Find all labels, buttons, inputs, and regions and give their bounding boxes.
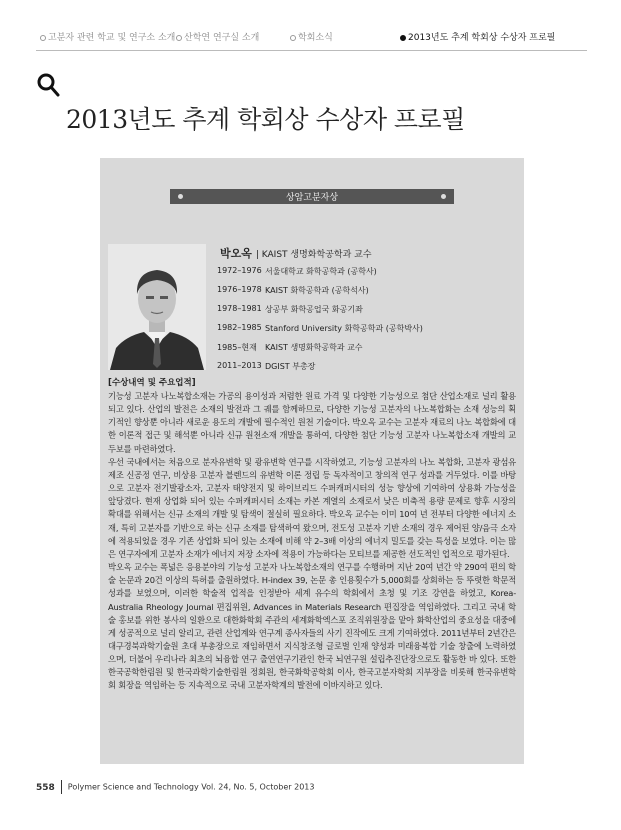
page-number: 558 (36, 782, 55, 793)
profile-name: 박오옥 (220, 247, 252, 260)
section-heading: [수상내역 및 주요업적] (108, 378, 196, 388)
circle-bullet-icon (290, 35, 296, 41)
nav-divider (36, 50, 587, 51)
award-label: 상암고분자상 (285, 193, 339, 203)
page-title: 2013년도 추계 학회상 수상자 프로필 (66, 105, 465, 134)
profile-panel: 상암고분자상 박오옥 | KAIST 생명화학공학과 교수 1972–1976 서울대학교 화학공학과 (공학사) 1976–1978 KAIST 화학공학과 (공학석사) 1978–1981 상공부 화학공업국 화공기좌 1982–1985 Stanford University 화학공학과 (공학박사) 1985–현재 KAIST 생명화학공학과 교수 2011–2013 DGIST 부총장 [수상내역 및 주요업적] 기능성 고분자 나노복합소재는 가공의 용이성과 저렴한 원료 가격 및 다양한 기능성으로 첨단 산업소재로 널리 활용되고 있다. 산업의 발전은 소재의 발전과 그 궤를 함께하므로, 다양한 기능성 고분자의 나노복합화는 소재 성능의 획기적인 향상뿐 아니라 새로운 용도의 개발에 필수적인 원천 기술이다. 박오옥 교수는 고분자 재료의 나노 복합화에 대한 이론적 접근 및 해석뿐 아니라 신규 원천소재 개발을 통하여, 다양한 첨단 기능성 고분자 나노복합소재 개발의 교두보를 마련하였다. 우선 국내에서는 처음으로 분자유변학 및 광유변학 연구를 시작하였고, 기능성 고분자의 나노 복합화, 고분자 광섬유 제조 신공정 연구, 비상용 고분자 블렌드의 유변학 이론 정립 등 독자적이고 창의적 연구 성과를 거두었다. 이를 바탕으로 고분자 전기발광소자, 고분자 태양전지 및 하이브리드 수퍼캐퍼시터의 성능 향상에 기여하여 상용화 가능성을 앞당겼다. 현재 상업화 되어 있는 수퍼캐퍼시터 소재는 카본 계열의 소재로서 낮은 비축적 용량 문제로 향후 시장의 확대를 위해서는 신규 소재의 개발 및 탐색이 절실히 필요하다. 박오옥 교수는 이미 10여 년 전부터 다양한 에너지 소재, 특히 고분자를 기반으로 하는 신규 소재를 탐색하여 왔으며, 전도성 고분자 기반 소재의 경우 제어된 양/음극 소자에 적용되었을 경우 기존 상업화 되어 있는 소재에 비해 약 2–3배 이상의 에너지 밀도를 갖는 특성을 보였다. 이는 많은 연구자에게 고분자 소재가 에너지 저장 소자에 적용이 가능하다는 모티브를 제공한 선도적인 업적으로 평가된다. 박오옥 교수는 폭넓은 응용분야의 기능성 고분자 나노복합소재의 연구를 수행하며 지난 20여 년간 약 290여 편의 학술 논문과 20건 이상의 특허를 출원하였다. H-index 39, 논문 총 인용횟수가 5,000회를 상회하는 등 뚜렷한 학문적 성과를 보였으며, 이러한 학술적 업적을 인정받아 세계 유수의 학회에서 초청 및 기조 강연을 하였고, Korea-Australia Rheology Journal 편집위원, Advances in Materials Research 편집장을 역임하였다. 그리고 국내 학술 홍보를 위한 봉사의 일환으로 대한화학회 주관의 세계화학엑스포 조직위원장을 맡아 화학산업의 중요성을 대중에게 성공적으로 널리 알리고, 관련 산업계와 연구계 종사자들의 사기 진작에도 크게 기여하였다. 2011년부터 2년간은 대구경북과학기술원 초대 부총장으로 재임하면서 지식창조형 글로벌 인재 양성과 미래융복합 기술 창출에 노력하였으며, 더불어 우리나라 최초의 뇌융합 연구 출연연구기관인 한국 뇌연구원 설립추진단장으로도 활동한 바 있다. 또한 한국공학한림원 및 한국과학기술한림원 정회원, 한국화학공학회 이사, 한국고분자학회 지부장을 비롯해 한국유변학회 회장을 역임하는 등 지속적으로 국내 고분자학계의 발전에 이바지하고 있다. (100, 158, 524, 764)
bullet-dot-icon (441, 194, 446, 199)
circle-bullet-icon (176, 35, 182, 41)
filled-bullet-icon (400, 35, 406, 41)
paragraph: 박오옥 교수는 폭넓은 응용분야의 기능성 고분자 나노복합소재의 연구를 수행하며 지난 20여 년간 약 290여 편의 학술 논문과 20건 이상의 특허를 출원하였다. H-index 39, 논문 총 인용횟수가 5,000회를 상회하는 등 뚜렷한 학문적 성과를 보였으며, 이러한 학술적 업적을 인정받아 세계 유수의 학회에서 초청 및 기조 강연을 하였고, Korea-Australia Rheology Journal 편집위원, Advances in Materials Research 편집장을 역임하였다. 그리고 국내 학술 홍보를 위한 봉사의 일환으로 대한화학회 주관의 세계화학엑스포 조직위원장을 맡아 화학산업의 중요성을 대중에게 성공적으로 널리 알리고, 관련 산업계와 연구계 종사자들의 사기 진작에도 크게 기여하였다. 2011년부터 2년간은 대구경북과학기술원 초대 부총장으로 재임하면서 지식창조형 글로벌 인재 양성과 미래융복합 기술 창출에 노력하였으며, 더불어 우리나라 최초의 뇌융합 연구 출연연구기관인 한국 뇌연구원 설립추진단장으로도 활동한 바 있다. 또한 한국공학한림원 및 한국과학기술한림원 정회원, 한국화학공학회 이사, 한국고분자학회 지부장을 비롯해 한국유변학회 회장을 역임하는 등 지속적으로 국내 고분자학계의 발전에 이바지하고 있다. (108, 562, 516, 691)
paragraph: 기능성 고분자 나노복합소재는 가공의 용이성과 저렴한 원료 가격 및 다양한 기능성으로 첨단 산업소재로 널리 활용되고 있다. 산업의 발전은 소재의 발전과 그 궤를 함께하므로, 다양한 기능성 고분자의 나노복합화는 소재 성능의 획기적인 향상뿐 아니라 새로운 용도의 개발에 필수적인 원천 기술이다. 박오옥 교수는 고분자 재료의 나노 복합화에 대한 이론적 접근 및 해석뿐 아니라 신규 원천소재 개발을 통하여, 다양한 첨단 기능성 고분자 나노복합소재 개발의 교두보를 마련하였다. (108, 391, 516, 454)
portrait-photo (108, 244, 206, 370)
top-nav (0, 30, 621, 52)
paragraph: 우선 국내에서는 처음으로 분자유변학 및 광유변학 연구를 시작하였고, 기능성 고분자의 나노 복합화, 고분자 광섬유 제조 신공정 연구, 비상용 고분자 블렌드의 유변학 이론 정립 등 독자적이고 창의적 연구 성과를 거두었다. 이를 바탕으로 고분자 전기발광소자, 고분자 태양전지 및 하이브리드 수퍼캐퍼시터의 성능 향상에 기여하여 상용화 가능성을 앞당겼다. 현재 상업화 되어 있는 수퍼캐퍼시터 소재는 카본 계열의 소재로서 낮은 비축적 용량 문제로 향후 시장의 확대를 위해서는 신규 소재의 개발 및 탐색이 절실히 필요하다. 박오옥 교수는 이미 10여 년 전부터 다양한 에너지 소재, 특히 고분자를 기반으로 하는 신규 소재를 탐색하여 왔으며, 전도성 고분자 기반 소재의 경우 제어된 양/음극 소자에 적용되었을 경우 기존 상업화 되어 있는 소재에 비해 약 2–3배 이상의 에너지 밀도를 갖는 특성을 보였다. 이는 많은 연구자에게 고분자 소재가 에너지 저장 소자에 적용이 가능하다는 모티브를 제공한 선도적인 업적으로 평가된다. (108, 456, 516, 559)
circle-bullet-icon (40, 35, 46, 41)
nav-item-award-profile[interactable]: 2013년도 추계 학회상 수상자 프로필 (400, 30, 555, 43)
page-footer (36, 780, 314, 794)
magnifier-icon (36, 72, 62, 98)
nav-item-labs[interactable]: 산학연 연구실 소개 (176, 30, 259, 43)
nav-item-news[interactable]: 학회소식 (290, 30, 333, 43)
profile-affiliation: | KAIST 생명화학공학과 교수 (255, 250, 372, 260)
journal-citation: Polymer Science and Technology Vol. 24, No. 5, October 2013 (67, 782, 315, 792)
profile-name-line (220, 245, 372, 261)
award-banner (170, 189, 454, 204)
achievements-text (108, 390, 516, 693)
footer-divider (61, 780, 62, 794)
nav-item-schools[interactable]: 고분자 관련 학교 및 연구소 소개 (40, 30, 175, 43)
